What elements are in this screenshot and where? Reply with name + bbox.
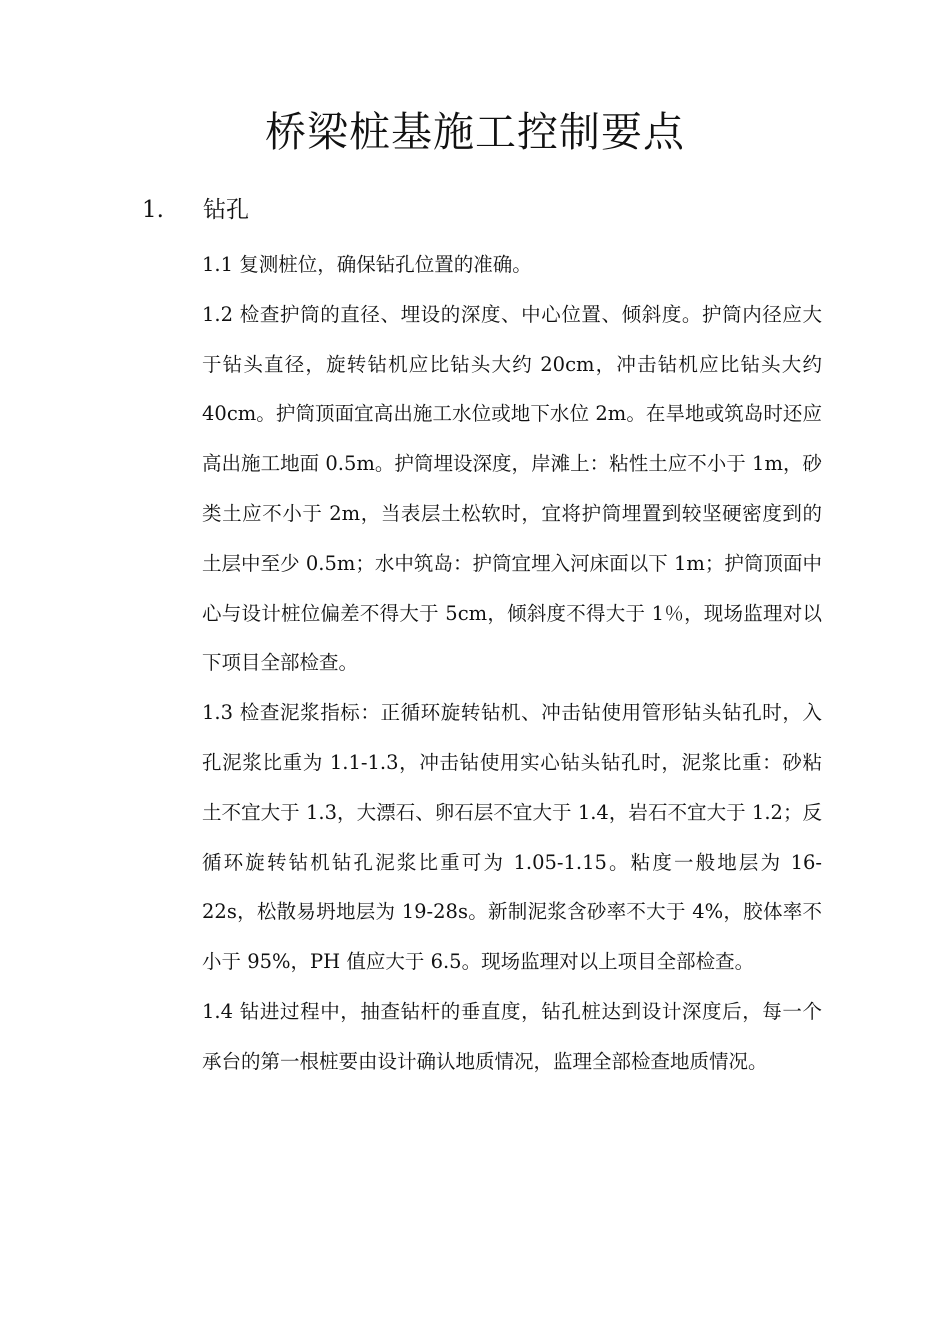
document-title: 桥梁桩基施工控制要点 [265,108,685,156]
section-body [202,240,822,1087]
section-heading [0,192,950,228]
paragraph-1-2: 1.2 检查护筒的直径、埋设的深度、中心位置、倾斜度。护筒内径应大于钻头直径，旋转钻机应比钻头大约 20cm，冲击钻机应比钻头大约 40cm。护筒顶面宜高出施工水位或地下水位 2m。在旱地或筑岛时还应高出施工地面 0.5m。护筒埋设深度，岸滩上：粘性土应不小于 1m，砂类土应不小于 2m，当表层土松软时，宜将护筒埋置到较坚硬密度到的土层中至少 0.5m；水中筑岛：护筒宜埋入河床面以下 1m；护筒顶面中心与设计桩位偏差不得大于 5cm，倾斜度不得大于 1％，现场监理对以下项目全部检查。 [202,302,822,675]
paragraph-1-3: 1.3 检查泥浆指标：正循环旋转钻机、冲击钻使用管形钻头钻孔时，入孔泥浆比重为 1.1-1.3，冲击钻使用实心钻头钻孔时，泥浆比重：砂粘土不宜大于 1.3，大漂石、卵石层不宜大于 1.4，岩石不宜大于 1.2；反循环旋转钻机钻孔泥浆比重可为 1.05-1.15。粘度一般地层为 16-22s，松散易坍地层为 19-28s。新制泥浆含砂率不大于 4%，胶体率不小于 95%，PH 值应大于 6.5。现场监理对以上项目全部检查。 [202,701,822,974]
section-number: 1. [142,197,164,223]
paragraph-1-4: 1.4 钻进过程中，抽查钻杆的垂直度，钻孔桩达到设计深度后，每一个承台的第一根桩要由设计确认地质情况，监理全部检查地质情况。 [202,999,822,1073]
paragraph-1-1: 1.1 复测桩位，确保钻孔位置的准确。 [202,253,532,276]
section-title: 钻孔 [203,197,249,223]
